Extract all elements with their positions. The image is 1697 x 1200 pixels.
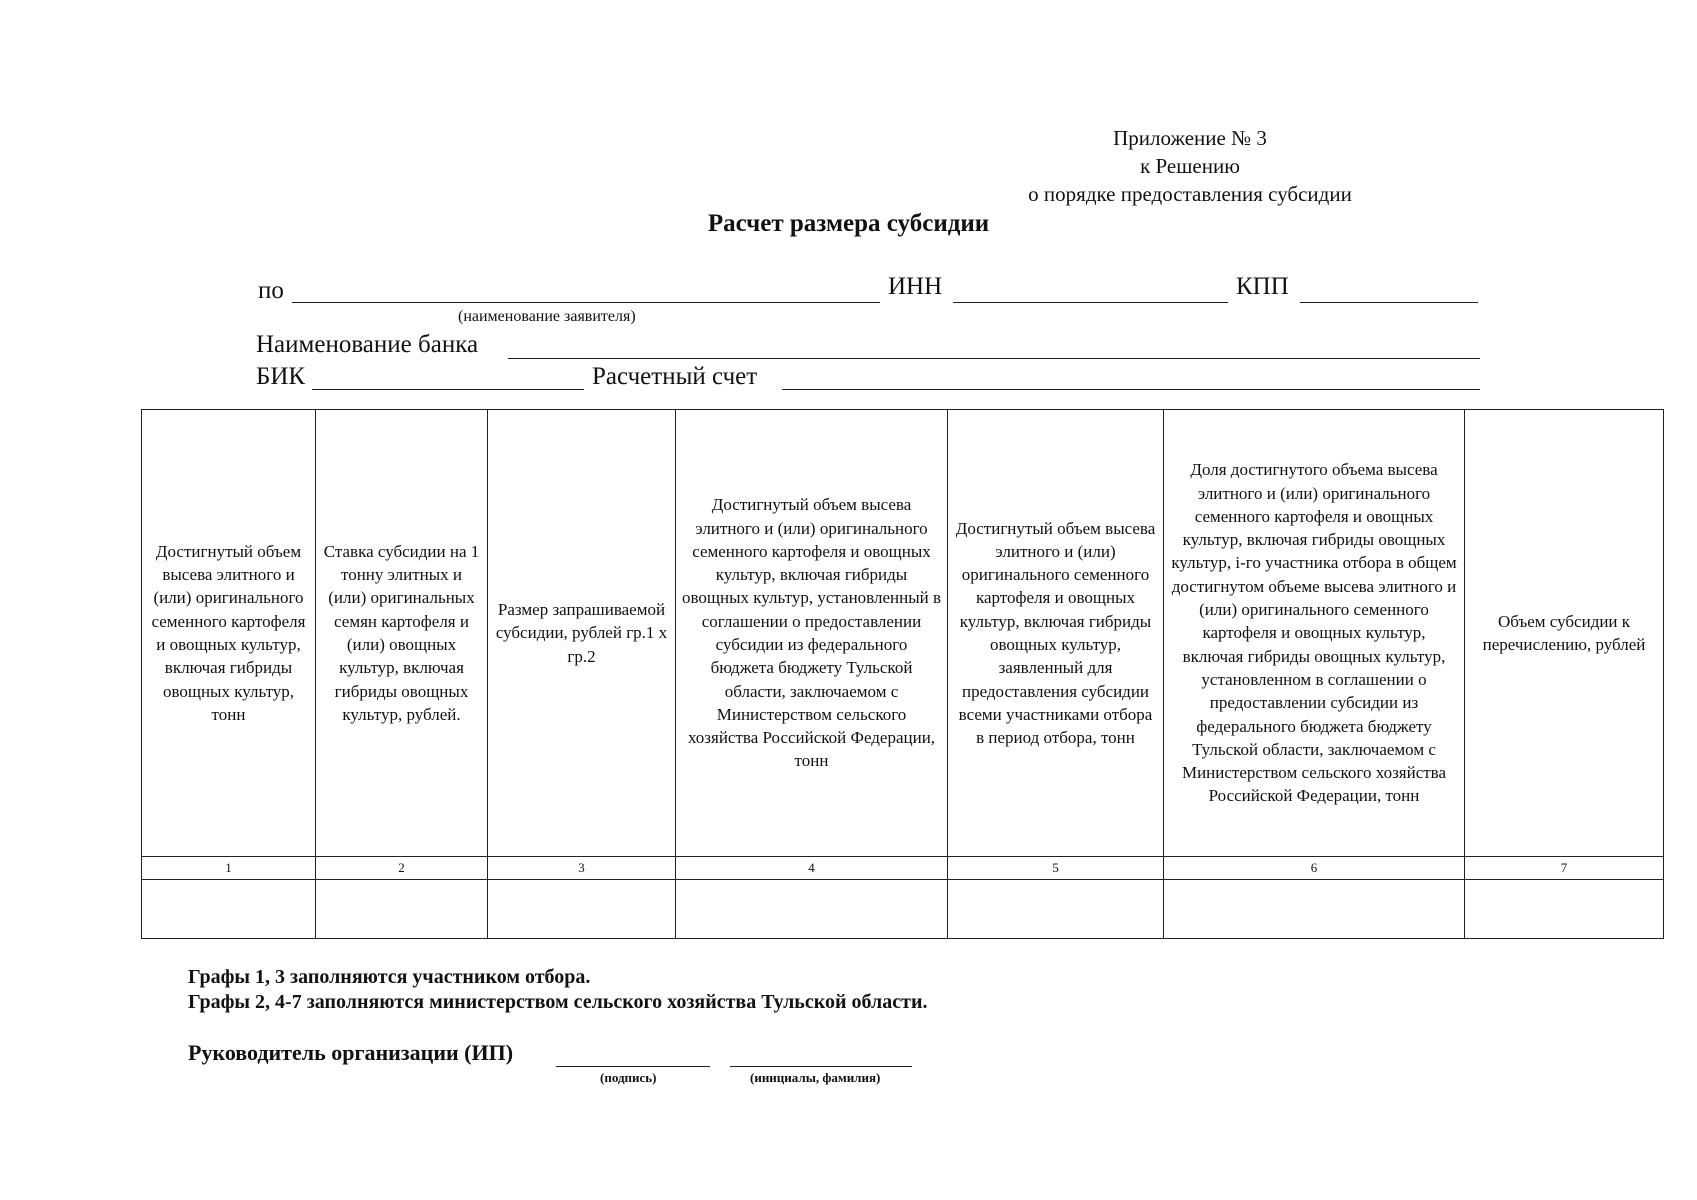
- table-row: [142, 880, 1664, 939]
- initials-surname-field[interactable]: [730, 1066, 912, 1067]
- signature-hint: (подпись): [600, 1070, 657, 1085]
- column-number-2: 2: [316, 857, 488, 880]
- column-number-3: 3: [488, 857, 676, 880]
- appendix-subject: о порядке предоставления субсидии: [1028, 182, 1352, 206]
- header-col-4: Достигнутый объем высева элитного и (или) оригинального семенного картофеля и овощных культур, включая гибриды овощных культур, установленный в соглашении о предоставлении субсидии из федерального бюджета бюджету Тульской области, заключаемом с Министерством сельского хозяйства Российской Федерации, тонн: [676, 410, 948, 857]
- data-cell-7[interactable]: [1465, 880, 1664, 939]
- data-cell-5[interactable]: [948, 880, 1164, 939]
- note-applicant-columns: Графы 1, 3 заполняются участником отбора.: [188, 966, 591, 988]
- account-label: Расчетный счет: [592, 363, 758, 390]
- data-cell-4[interactable]: [676, 880, 948, 939]
- appendix-reference: к Решению: [1140, 154, 1240, 178]
- inn-field[interactable]: [953, 302, 1228, 303]
- header-col-3: Размер запрашиваемой субсидии, рублей гр.1 х гр.2: [488, 410, 676, 857]
- table-header-row: [142, 410, 1664, 857]
- appendix-number: Приложение № 3: [1113, 126, 1267, 150]
- document-title: Расчет размера субсидии: [707, 210, 990, 237]
- column-number-7: 7: [1465, 857, 1664, 880]
- header-col-7: Объем субсидии к перечислению, рублей: [1465, 410, 1664, 857]
- column-number-row: [142, 857, 1664, 880]
- bank-label: Наименование банка: [256, 331, 479, 358]
- applicant-name-field[interactable]: [292, 302, 880, 303]
- bik-field[interactable]: [312, 389, 584, 390]
- header-col-1: Достигнутый объем высева элитного и (или) оригинального семенного картофеля и овощных культур, включая гибриды овощных культур, тонн: [142, 410, 316, 857]
- header-col-6: Доля достигнутого объема высева элитного и (или) оригинального семенного картофеля и овощных культур, включая гибриды овощных культур, i-го участника отбора в общем достигнутом объеме высева элитного и (или) оригинального семенного картофеля и овощных культур, включая гибриды овощных культур, установленном в соглашении о предоставлении субсидии из федерального бюджета бюджету Тульской области, заключаемом с Министерством сельского хозяйства Российской Федерации, тонн: [1164, 410, 1465, 857]
- header-col-2: Ставка субсидии на 1 тонну элитных и (или) оригинальных семян картофеля и (или) овощных культур, включая гибриды овощных культур, рублей.: [316, 410, 488, 857]
- kpp-label: КПП: [1236, 273, 1289, 300]
- header-col-5: Достигнутый объем высева элитного и (или) оригинального семенного картофеля и овощных культур, включая гибриды овощных культур, заявленный для предоставления субсидии всеми участниками отбора в период отбора, тонн: [948, 410, 1164, 857]
- column-number-6: 6: [1164, 857, 1465, 880]
- signature-field[interactable]: [556, 1066, 710, 1067]
- data-cell-6[interactable]: [1164, 880, 1465, 939]
- account-field[interactable]: [782, 389, 1480, 390]
- data-cell-1[interactable]: [142, 880, 316, 939]
- kpp-field[interactable]: [1300, 302, 1478, 303]
- bik-label: БИК: [256, 363, 306, 390]
- column-number-1: 1: [142, 857, 316, 880]
- appendix-block: [960, 124, 1420, 208]
- data-cell-3[interactable]: [488, 880, 676, 939]
- column-number-4: 4: [676, 857, 948, 880]
- subsidy-table: [141, 409, 1664, 939]
- po-label: по: [258, 277, 284, 304]
- initials-surname-hint: (инициалы, фамилия): [750, 1070, 881, 1085]
- notes-block: [188, 965, 927, 1015]
- data-cell-2[interactable]: [316, 880, 488, 939]
- applicant-hint: (наименование заявителя): [458, 308, 636, 325]
- column-number-5: 5: [948, 857, 1164, 880]
- note-ministry-columns: Графы 2, 4-7 заполняются министерством сельского хозяйства Тульской области.: [188, 991, 928, 1013]
- head-of-organization-label: Руководитель организации (ИП): [188, 1040, 514, 1065]
- bank-name-field[interactable]: [508, 358, 1480, 359]
- inn-label: ИНН: [888, 273, 943, 300]
